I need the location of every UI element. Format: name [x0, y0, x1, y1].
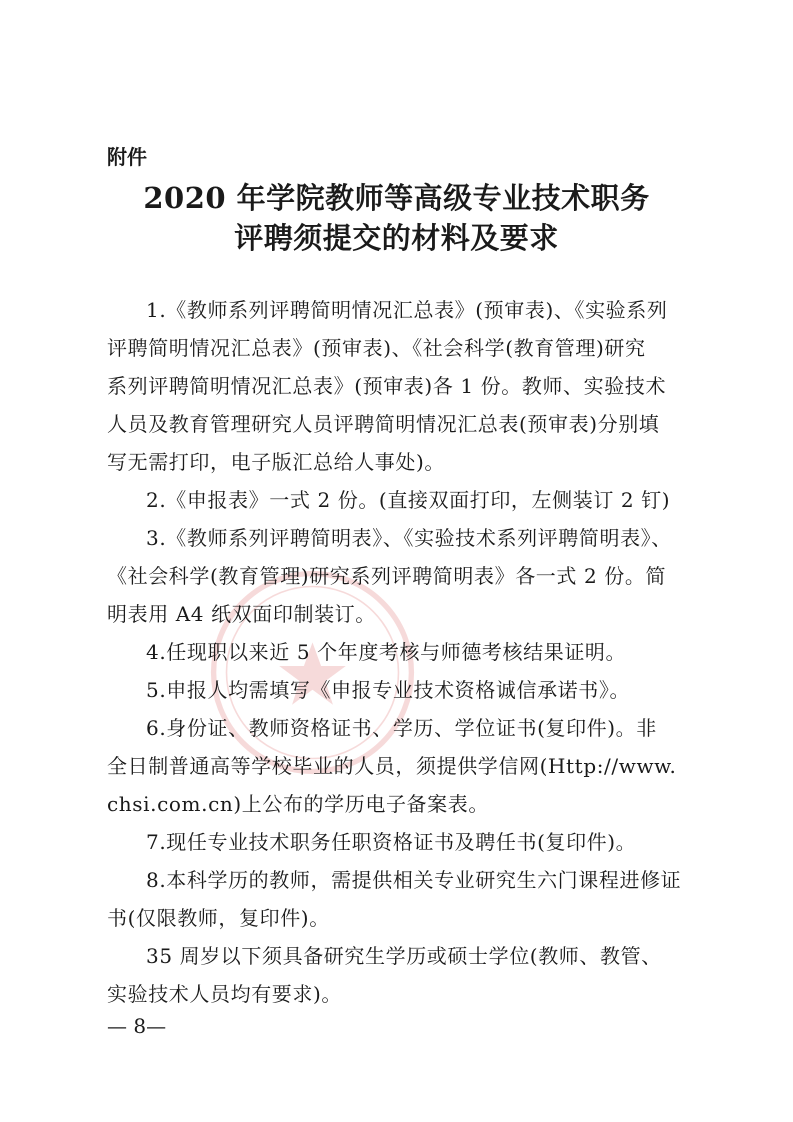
item-8-line-1: 8.本科学历的教师，需提供相关专业研究生六门课程进修证 [146, 868, 682, 892]
item-3-line-3: 明表用 A4 纸双面印制装订。 [107, 602, 376, 626]
item-1-line-5: 写无需打印，电子版汇总给人事处)。 [107, 450, 446, 474]
item-1-line-2: 评聘简明情况汇总表》(预审表)、《社会科学(教育管理)研究 [107, 336, 646, 360]
document-title-line-1: 2020 年学院教师等高级专业技术职务 [143, 181, 650, 215]
note-line-1: 35 周岁以下须具备研究生学历或硕士学位(教师、教管、 [146, 944, 662, 968]
document-title-line-2: 评聘须提交的材料及要求 [234, 221, 559, 255]
item-7-line-1: 7.现任专业技术职务任职资格证书及聘任书(复印件)。 [146, 830, 637, 854]
item-6-line-2: 全日制普通高等学校毕业的人员，须提供学信网(Http://www. [107, 754, 677, 778]
item-6-line-3: chsi.com.cn)上公布的学历电子备案表。 [107, 792, 489, 816]
item-6-line-1: 6.身份证、教师资格证书、学历、学位证书(复印件)。非 [146, 716, 657, 740]
item-2-line-1: 2.《申报表》一式 2 份。(直接双面打印，左侧装订 2 钉) [146, 488, 671, 512]
item-3-line-1: 3.《教师系列评聘简明表》、《实验技术系列评聘简明表》、 [146, 526, 672, 550]
official-seal-stamp [205, 565, 420, 780]
item-1-line-4: 人员及教育管理研究人员评聘简明情况汇总表(预审表)分别填 [107, 412, 660, 436]
page-number: — 8— [107, 1014, 167, 1038]
item-3-line-2: 《社会科学(教育管理)研究系列评聘简明表》各一式 2 份。简 [107, 564, 667, 588]
attachment-label: 附件 [107, 145, 147, 169]
item-4-line-1: 4.任现职以来近 5 个年度考核与师德考核结果证明。 [146, 640, 627, 664]
note-line-2: 实验技术人员均有要求)。 [107, 982, 343, 1006]
item-1-line-1: 1.《教师系列评聘简明情况汇总表》(预审表)、《实验系列 [146, 298, 668, 322]
item-1-line-3: 系列评聘简明情况汇总表》(预审表)各 1 份。教师、实验技术 [107, 374, 667, 398]
item-8-line-2: 书(仅限教师，复印件)。 [107, 906, 330, 930]
item-5-line-1: 5.申报人均需填写《申报专业技术资格诚信承诺书》。 [146, 678, 631, 702]
